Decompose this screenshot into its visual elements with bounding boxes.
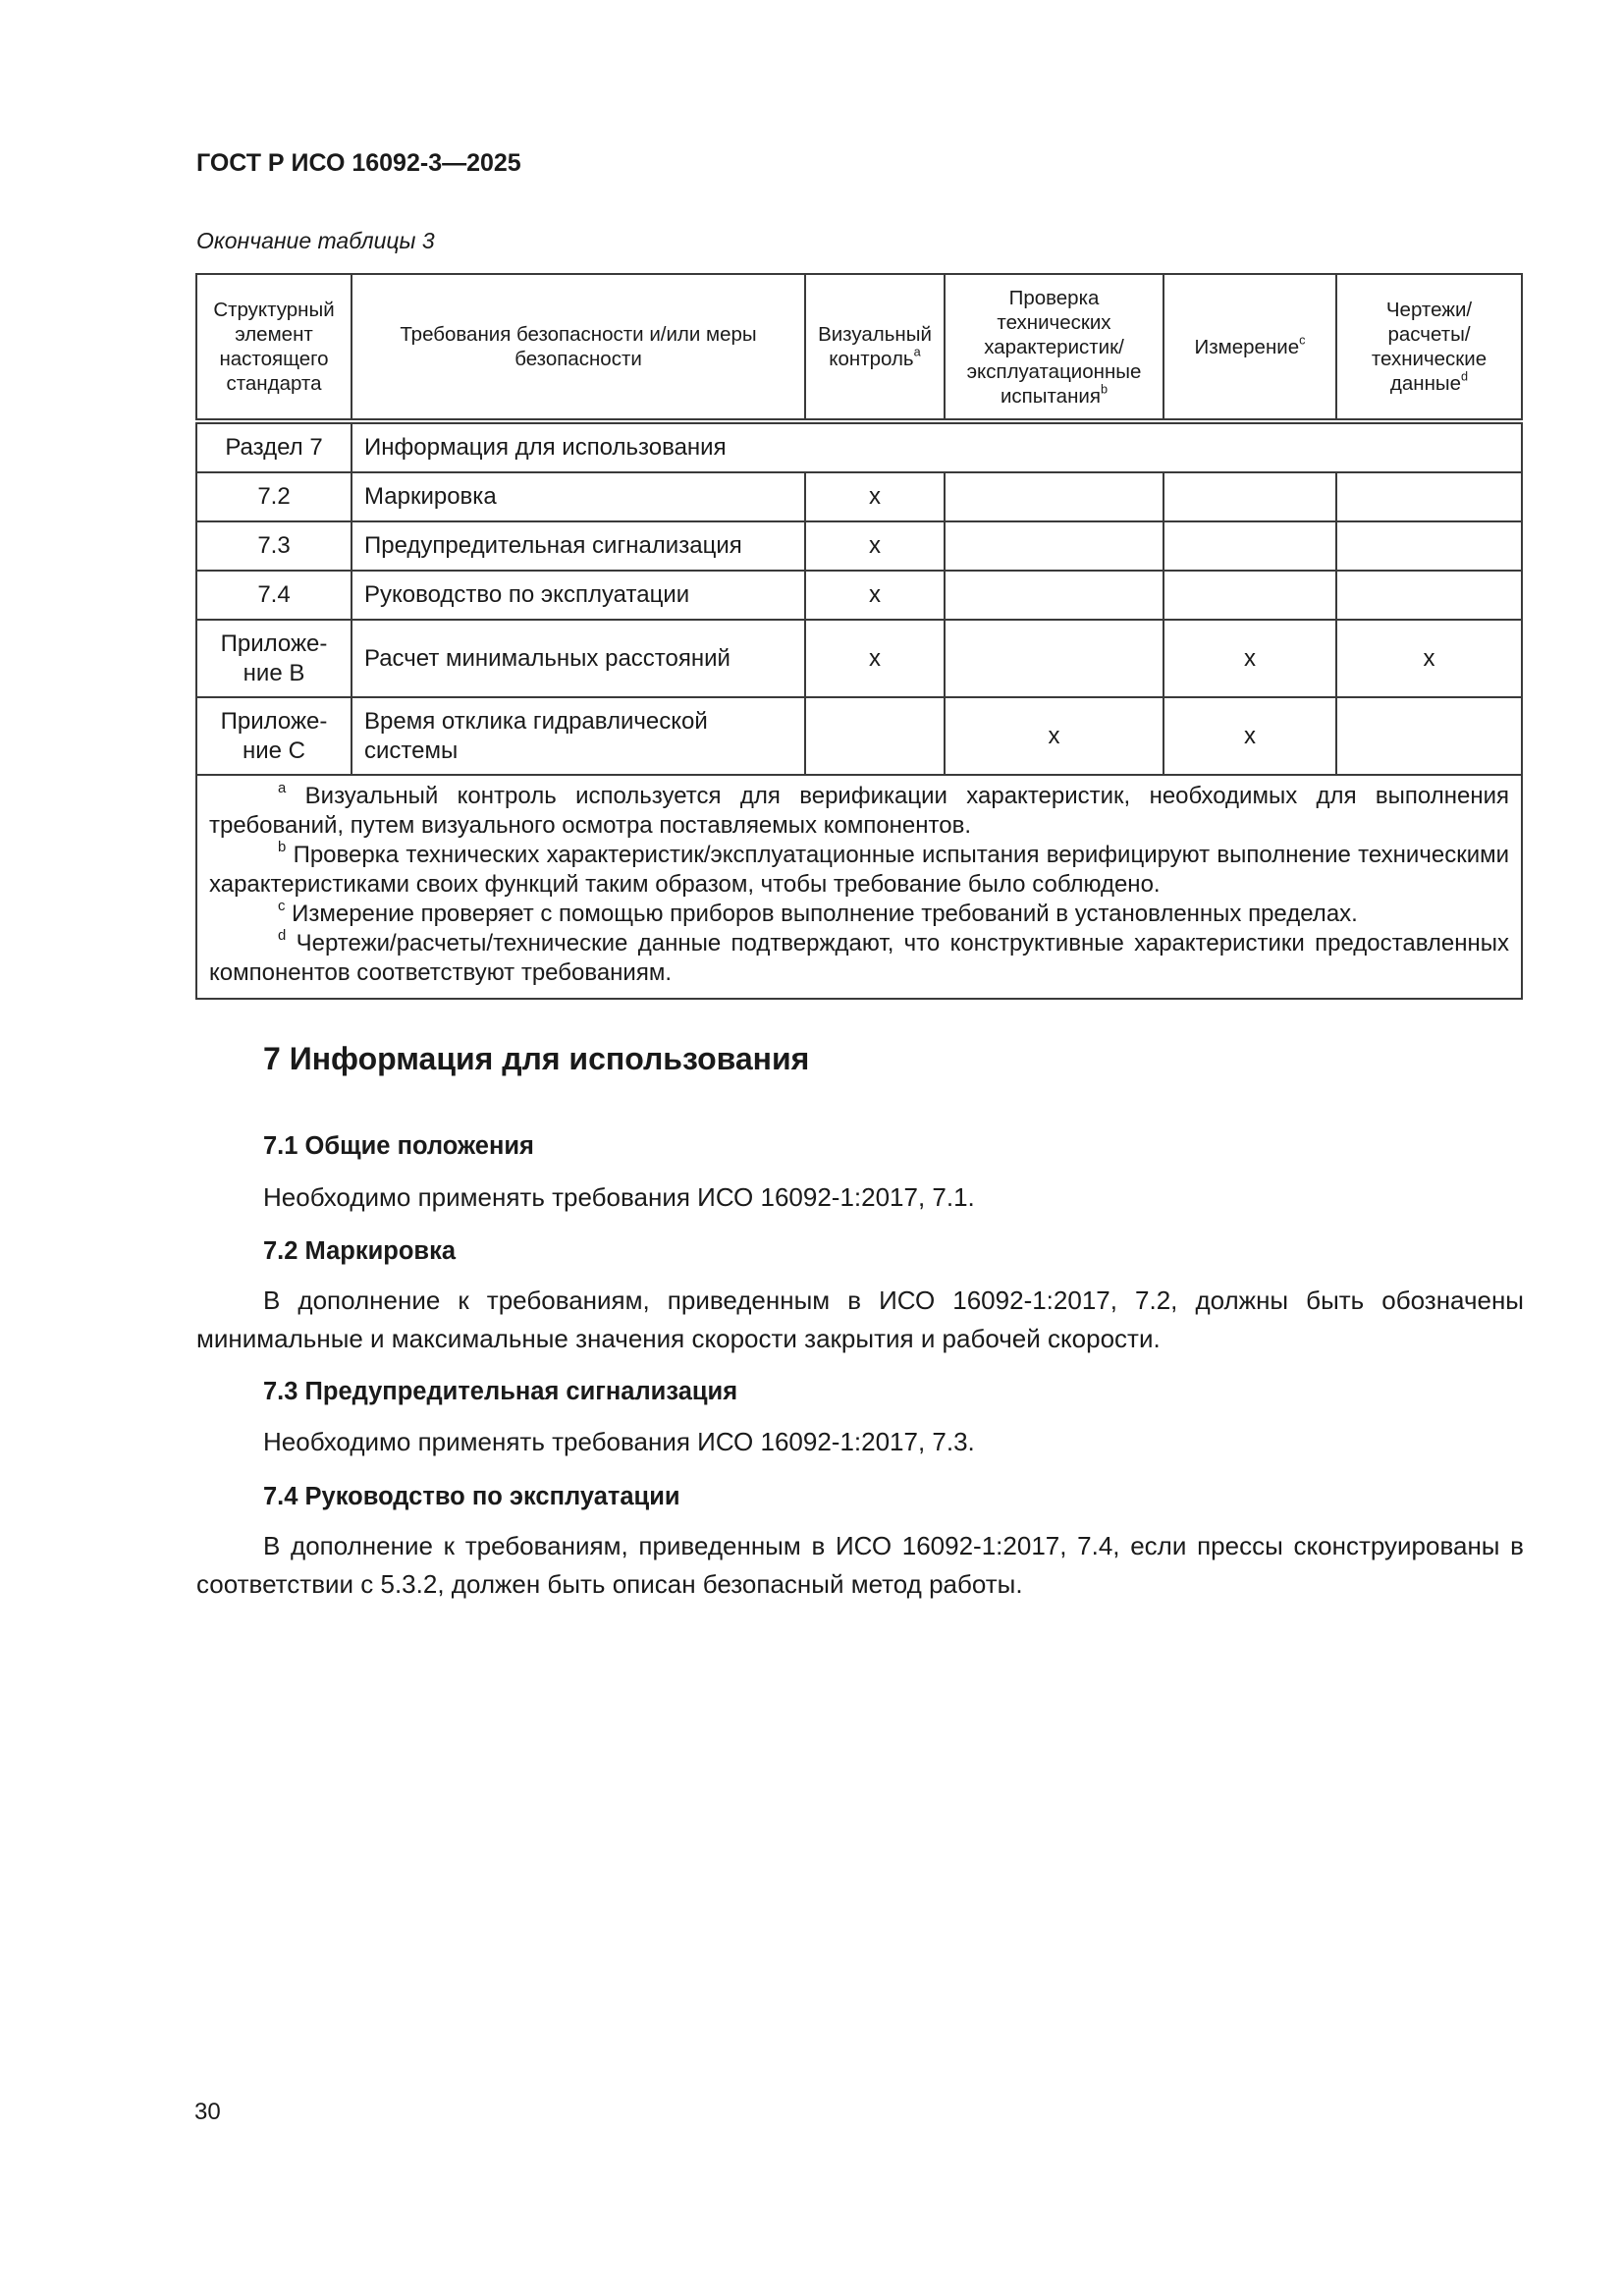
cell-verification [945,620,1163,697]
document-code: ГОСТ Р ИСО 16092-3—2025 [196,149,521,177]
cell-drawings [1336,521,1522,571]
footnote: $^b$ Проверка технических характеристик/эксплуатационные испытания верифицируют выполнение техническими характеристиками своих функций таким образом, чтобы требование было соблюдено. [209,839,1510,898]
cell-requirement: Маркировка [352,472,805,521]
cell-verification [945,472,1163,521]
requirements-table [195,273,1523,1000]
subsection-text: Необходимо применять требования ИСО 16092-1:2017, 7.3. [263,1427,975,1456]
footnote-marker: a [913,344,921,359]
table-notes [196,775,1522,999]
cell-visual: x [805,521,945,571]
footnote: $^c$ Измерение проверяет с помощью приборов выполнение требований в установленных пределах. [278,898,1358,927]
header-safety-requirements: Требования безопасности и/или меры безопасности [352,274,805,421]
header-drawings: Чертежи/ расчеты/ технические данные$^d$ [1336,274,1522,421]
footnote-marker: d [278,927,287,944]
header-structural-element: Структурный элемент настоящего стандарта [196,274,352,421]
cell-requirement: Время отклика гидравлической системы [352,697,805,775]
cell-measurement [1163,571,1336,620]
footnote-marker: c [1299,331,1306,347]
footnote-marker: c [278,898,286,914]
cell-measurement: x [1163,620,1336,697]
cell-requirement: Расчет минимальных расстояний [352,620,805,697]
table-row [196,521,1522,571]
subsection-heading: 7.4 Руководство по эксплуатации [263,1483,680,1510]
cell-verification [945,521,1163,571]
cell-element: Приложе-ние B [196,620,352,697]
cell-drawings [1336,571,1522,620]
table-row [196,697,1522,775]
footnote-marker: d [1461,368,1469,384]
subsection-text: В дополнение к требованиям, приведенным в ИСО 16092-1:2017, 7.4, если прессы сконструированы в соответствии с 5.3.2, должен быть описан безопасный метод работы. [196,1531,1524,1599]
cell-requirement: Предупредительная сигнализация [352,521,805,571]
section-row-title: Информация для использования [352,421,1522,472]
cell-measurement [1163,521,1336,571]
cell-verification [945,571,1163,620]
table-row [196,472,1522,521]
subsection-text: В дополнение к требованиям, приведенным в ИСО 16092-1:2017, 7.2, должны быть обозначены минимальные и максимальные значения скорости закрытия и рабочей скорости. [196,1285,1524,1353]
cell-requirement: Руководство по эксплуатации [352,571,805,620]
cell-element: Приложе-ние C [196,697,352,775]
cell-drawings: x [1336,620,1522,697]
table-notes-row [196,775,1522,999]
table-caption: Окончание таблицы 3 [196,228,435,253]
footnote: $^a$ Визуальный контроль используется для верификации характеристик, необходимых для выполнения требований, путем визуального осмотра поставляемых компонентов. [209,780,1510,839]
page-number: 30 [194,2099,221,2125]
section-heading: 7 Информация для использования [263,1041,810,1076]
cell-element: 7.2 [196,472,352,521]
cell-element: 7.3 [196,521,352,571]
table-header-row [196,274,1522,421]
cell-visual: x [805,472,945,521]
header-measurement: Измерение$^c$ [1163,274,1336,421]
subsection-heading: 7.2 Маркировка [263,1237,457,1265]
header-visual-inspection: Визуальный контроль$^a$ [805,274,945,421]
header-verification: Проверка технических характеристик/ эксплуатационные испытания$^b$ [945,274,1163,421]
cell-visual: x [805,620,945,697]
footnote: $^d$ Чертежи/расчеты/технические данные подтверждают, что конструктивные характеристики предоставленных компонентов соответствуют требованиям. [209,927,1509,986]
subsection-heading: 7.3 Предупредительная сигнализация [263,1378,738,1405]
section-row-element: Раздел 7 [196,421,352,472]
subsection-heading: 7.1 Общие положения [263,1132,534,1160]
footnote-marker: a [278,780,287,796]
table-row [196,620,1522,697]
cell-drawings [1336,697,1522,775]
footnote-marker: b [278,839,287,855]
cell-measurement [1163,472,1336,521]
cell-measurement: x [1163,697,1336,775]
table-row [196,571,1522,620]
footnote-marker: b [1100,380,1109,396]
cell-drawings [1336,472,1522,521]
cell-element: 7.4 [196,571,352,620]
table-section-row [196,421,1522,472]
cell-verification: x [945,697,1163,775]
cell-visual [805,697,945,775]
subsection-text: Необходимо применять требования ИСО 16092-1:2017, 7.1. [263,1182,975,1212]
cell-visual: x [805,571,945,620]
